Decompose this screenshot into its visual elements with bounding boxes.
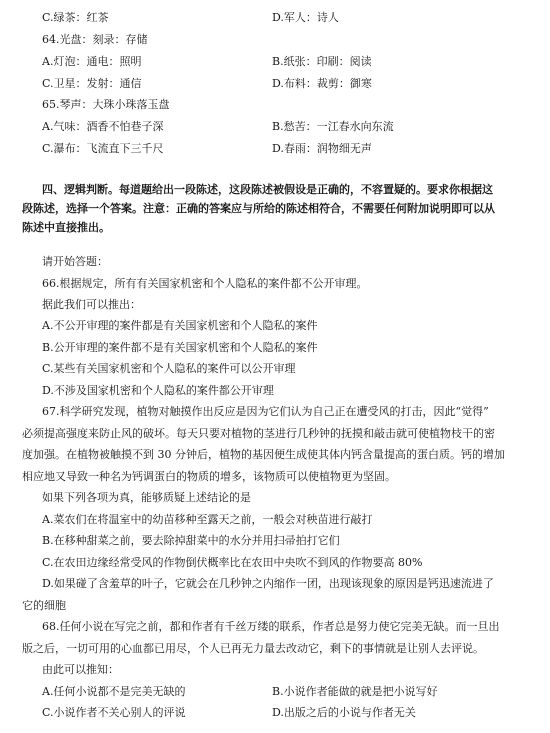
q68-option-a: A.任何小说都不是完美无缺的 <box>42 685 186 698</box>
q67-option-b: B.在移种甜菜之前，要去除掉甜菜中的水分并用扫帚拍打它们 <box>42 534 340 547</box>
q64-option-c: C.卫星：发射：通信 <box>42 77 142 90</box>
q65-option-c: C.瀑布：飞流直下三千尺 <box>42 142 164 155</box>
section4-heading-line3: 陈述中直接推出。 <box>22 221 110 234</box>
section4-heading-line1: 四、逻辑判断。每道题给出一段陈述，这段陈述被假设是正确的，不容置疑的。要求你根据这 <box>42 183 493 196</box>
q67-text-line2: 必须提高强度来防止风的破坏。每天只要对植物的茎进行几秒钟的抚摸和敲击就可使植物枝干的密 <box>22 427 495 440</box>
q66-option-a: A.不公开审理的案件都是有关国家机密和个人隐私的案件 <box>42 319 318 332</box>
q64-stem: 64.光盘：刻录：存储 <box>42 33 148 46</box>
q67-text-line4: 相应地又导致一种名为钙调蛋白的物质的增多，该物质可以使植物更为坚固。 <box>22 470 396 483</box>
section4-heading-line2: 段陈述，选择一个答案。注意：正确的答案应与所给的陈述相符合，不需要任何附加说明即可以从 <box>22 202 495 215</box>
q68-option-d: D.出版之后的小说与作者无关 <box>272 706 416 719</box>
q67-option-c: C.在农田边缘经常受风的作物倒伏概率比在农田中央吹不到风的作物要高 80% <box>42 556 423 569</box>
q67-option-d-line1: D.如果碰了含羞草的叶子，它就会在几秒钟之内缩作一团，出现该现象的原因是钙迅速流进了 <box>42 577 494 590</box>
q66-option-d: D.不涉及国家机密和个人隐私的案件都公开审理 <box>42 384 274 397</box>
q68-text-line2: 版之后，一切可用的心血都已用尽，个人已再无力量去改动它，剩下的事情就是让别人去评说。 <box>22 642 484 655</box>
q66-stem: 66.根据规定，所有有关国家机密和个人隐私的案件都不公开审理。 <box>42 277 368 290</box>
q68-prompt: 由此可以推知： <box>42 663 119 676</box>
q63-option-d: D.军人：诗人 <box>272 11 339 24</box>
q65-option-b: B.愁苦：一江春水向东流 <box>272 120 394 133</box>
q65-option-d: D.春雨：润物细无声 <box>272 142 372 155</box>
q66-option-c: C.某些有关国家机密和个人隐私的案件可以公开审理 <box>42 362 296 375</box>
q66-prompt: 据此我们可以推出： <box>42 298 141 311</box>
start-prompt: 请开始答题： <box>42 255 108 268</box>
q65-stem: 65.琴声：大珠小珠落玉盘 <box>42 98 170 111</box>
q64-option-a: A.灯泡：通电：照明 <box>42 55 142 68</box>
q68-option-c: C.小说作者不关心别人的评说 <box>42 706 186 719</box>
q68-text-line1: 68.任何小说在写完之前，都和作者有千丝万缕的联系，作者总是努力使它完美无缺。而一旦出 <box>42 620 500 633</box>
q67-text-line3: 度加强。在植物被触摸不到 30 分钟后，植物的基因便生成使其体内钙含量提高的蛋白质。钙的增加 <box>22 448 505 461</box>
q68-option-b: B.小说作者能做的就是把小说写好 <box>272 685 438 698</box>
q67-option-a: A.菜农们在将温室中的幼苗移种至露天之前，一般会对秧苗进行敲打 <box>42 513 373 526</box>
q63-option-c: C.绿茶：红茶 <box>42 11 109 24</box>
q66-option-b: B.公开审理的案件都不是有关国家机密和个人隐私的案件 <box>42 341 318 354</box>
q64-option-b: B.纸张：印刷：阅读 <box>272 55 372 68</box>
q67-prompt: 如果下列各项为真，能够质疑上述结论的是 <box>42 491 251 504</box>
q67-option-d-line2: 它的细胞 <box>22 599 66 612</box>
q67-text-line1: 67.科学研究发现，植物对触摸作出反应是因为它们认为自己正在遭受风的打击，因此“觉得” <box>42 405 489 418</box>
q65-option-a: A.气味：酒香不怕巷子深 <box>42 120 164 133</box>
q64-option-d: D.布料：裁剪：御寒 <box>272 77 372 90</box>
